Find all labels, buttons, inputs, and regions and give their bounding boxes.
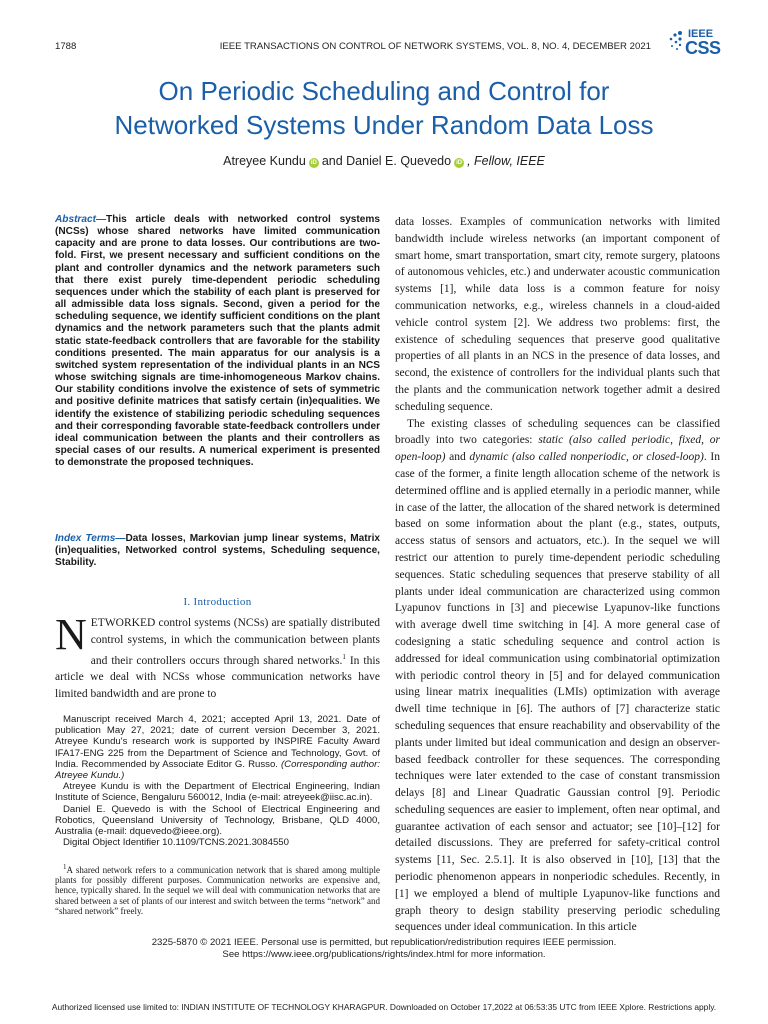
paper-title <box>30 74 738 142</box>
copyright-line-2: See https://www.ieee.org/publications/rights/index.html for more information. <box>222 948 546 960</box>
dynamic-term: dynamic (also called nonperiodic, or closed-loop) <box>469 451 704 464</box>
index-terms-text: Data losses, Markovian jump linear systems, Matrix (in)equalities, Networked control systems, Scheduling sequence, Stability. <box>55 533 380 569</box>
license-note: Authorized licensed use limited to: INDIAN INSTITUTE OF TECHNOLOGY KHARAGPUR. Downloaded on October 17,2022 at 06:53:35 UTC from IEEE Xplore. Restrictions apply. <box>51 1002 717 1012</box>
running-header <box>55 41 651 52</box>
copyright-notice <box>30 937 738 960</box>
affiliation-2: Daniel E. Quevedo is with the School of Electrical Engineering and Robotics, Queensland University of Technology, Brisbane, QLD 4000, Australia (e-mail: dquevedo@ieee.org). <box>55 803 380 838</box>
abstract-label: Abstract— <box>55 214 107 225</box>
copyright-line-1: 2325-5870 © 2021 IEEE. Personal use is permitted, but republication/redistribution requires IEEE permission. <box>151 937 617 948</box>
author-list <box>30 154 738 168</box>
right-column-body <box>395 214 720 936</box>
manuscript-dates: Manuscript received March 4, 2021; accepted April 13, 2021. Date of publication May 27, 2021; date of current version December 3, 2021. Atreyee Kundu's research work is supported by INSPIRE Faculty Award IFA17-ENG 225 from the Department of Science and Technology, Govt. of India. Recommended by Associate Editor G. Russo. <box>55 714 380 770</box>
abstract-text: This article deals with networked control systems (NCSs) whose shared networks have limited communication capacity and are prone to data losses. Our contributions are two-fold. First, we present necessary and sufficient conditions on the plant and controller dynamics and the network parameters such that there exist purely time-dependent periodic scheduling sequences under which the stability of each plant is preserved for all admissible data loss signals. Second, given a period for the scheduling sequence, we identify sufficient conditions on the plant dynamics and the network parameters such that the plants admit static state-feedback controllers that are favorable for the stability conditions presented. The main apparatus for our analysis is a switched system representation of the individual plants in an NCS whose switching signals are time-inhomogeneous Markov chains. Our stability conditions involve the existence of sets of symmetric and positive definite matrices that satisfy certain (in)equalities. We identify the existence of stabilizing periodic scheduling sequences and their corresponding favorable state-feedback controllers under ideal communication between the plants and their controllers as special cases of our results. A numerical experiment is presented to demonstrate the proposed techniques. <box>55 214 380 469</box>
paragraph-1: data losses. Examples of communication networks with limited bandwidth include wireless networks (an important component of smart home, smart transportation, smart city, remote surgery, platoons of autonomous vehicles, etc.) and underwater acoustic communication systems [1], while data loss is a common feature for noisy communication networks, e.g., wireless channels in a cloud-aided vehicle control system [2]. We address two problems: first, the existence of scheduling sequences that preserve good qualitative properties of all plants in an NCS in the presence of data losses, and second, the existence of controllers for the individual plants such that the plants and the communication network together admit a desired scheduling sequence. <box>395 216 720 413</box>
corresponding-author: (Corresponding author: Atreyee Kundu.) <box>55 758 381 782</box>
affiliation-1: Atreyee Kundu is with the Department of Electrical Engineering, Indian Institute of Science, Bengaluru 560012, India (e-mail: atreyeek@iisc.ac.in). <box>55 781 380 804</box>
ieee-css-logo <box>666 28 734 62</box>
title-line-2: Networked Systems Under Random Data Loss <box>114 110 654 140</box>
doi: Digital Object Identifier 10.1109/TCNS.2021.3084550 <box>63 837 289 849</box>
intro-rest: In this article we deal with NCSs whose communication networks have limited bandwidth and are prone to <box>55 654 380 701</box>
fellow-title: , Fellow, IEEE <box>467 154 545 168</box>
index-terms <box>55 533 380 569</box>
logo-ieee-text: IEEE <box>688 28 714 40</box>
index-terms-label: Index Terms— <box>55 533 126 544</box>
footnote <box>55 862 380 916</box>
drop-cap: N <box>55 610 87 659</box>
introduction-paragraph <box>55 610 380 703</box>
footnote-number: 1 <box>63 863 67 871</box>
logo-dots-icon <box>666 30 684 56</box>
section-heading: I. Introduction <box>183 596 252 608</box>
footnote-text: A shared network refers to a communication network that is shared among multiple plants for possibly different purposes. Communication networks are expensive and, hence, typically shared. In the sequel we will deal with communication networks that are shared between a set of plants of our interest and switch between the terms “network” and “shared network” freely. <box>55 865 380 916</box>
logo-css-text: CSS <box>685 38 721 58</box>
page-number: 1788 <box>55 41 77 52</box>
intro-lead: ETWORKED control systems (NCSs) are spatially distributed control systems, in which the communication between plants and their controllers occurs through shared networks. <box>90 617 380 667</box>
manuscript-info <box>55 714 380 848</box>
footnote-mark: 1 <box>342 652 346 661</box>
abstract <box>55 214 380 469</box>
title-line-1: On Periodic Scheduling and Control for <box>158 76 610 106</box>
orcid-icon[interactable]: iD <box>310 160 317 166</box>
static-term: static (also called periodic, fixed, or open-loop) <box>395 434 721 464</box>
author-1: Atreyee Kundu <box>223 154 306 168</box>
orcid-icon[interactable]: iD <box>456 160 463 166</box>
paragraph-2: The existing classes of scheduling sequences can be classified broadly into two categories: static (also called periodic, fixed, or open-loop) and dynamic (also called nonperiodic, or closed-loop). In case of the former, a finite length allocation scheme of the network is determined offline and is applied eternally in a periodic manner, while in case of the latter, the allocation of the shared network is determined based on some information about the plant (e.g., states, outputs, access status of sensors and actuators, etc.). In the sequel we will restrict our attention to purely time-dependent periodic scheduling sequences. Static scheduling sequences that preserve stability of all plants under ideal communication are characterized using common Lyapunov functions in [3] and piecewise Lyapunov-like functions with average dwell time switching in [4]. A more general case of codesigning a static scheduling sequence and control action is addressed for ideal communication using combinatorial optimization with periodic control theory in [5] and for delayed communication using linear matrix inequalities (LMIs) optimization with average dwell time technique in [6]. The authors of [7] characterize static scheduling sequences that ensure reachability and observability of the plants under limited but ideal communication and design an observer-based feedback controller for these sequences. The corresponding techniques were later extended to the case of constant transmission delays [8] and Linear Quadratic Gaussian control [9]. Periodic scheduling sequences are easier to implement, often near optimal, and guarantee activation of each sensor and actuator; see [10]–[12] for detailed discussions. They are preferred for safety-critical control systems [11, Sec. 2.5.1]. It is also observed in [10], [13] that the periodic phenomenon appears in nonperiodic schedules. Recently, in [1] we employed a blend of multiple Lyapunov-like functions and graph theory to design stability preserving periodic scheduling sequences under ideal communication. In this article <box>395 417 721 934</box>
author-2: and Daniel E. Quevedo <box>321 154 452 168</box>
journal-name: IEEE TRANSACTIONS ON CONTROL OF NETWORK SYSTEMS, VOL. 8, NO. 4, DECEMBER 2021 <box>219 41 651 52</box>
